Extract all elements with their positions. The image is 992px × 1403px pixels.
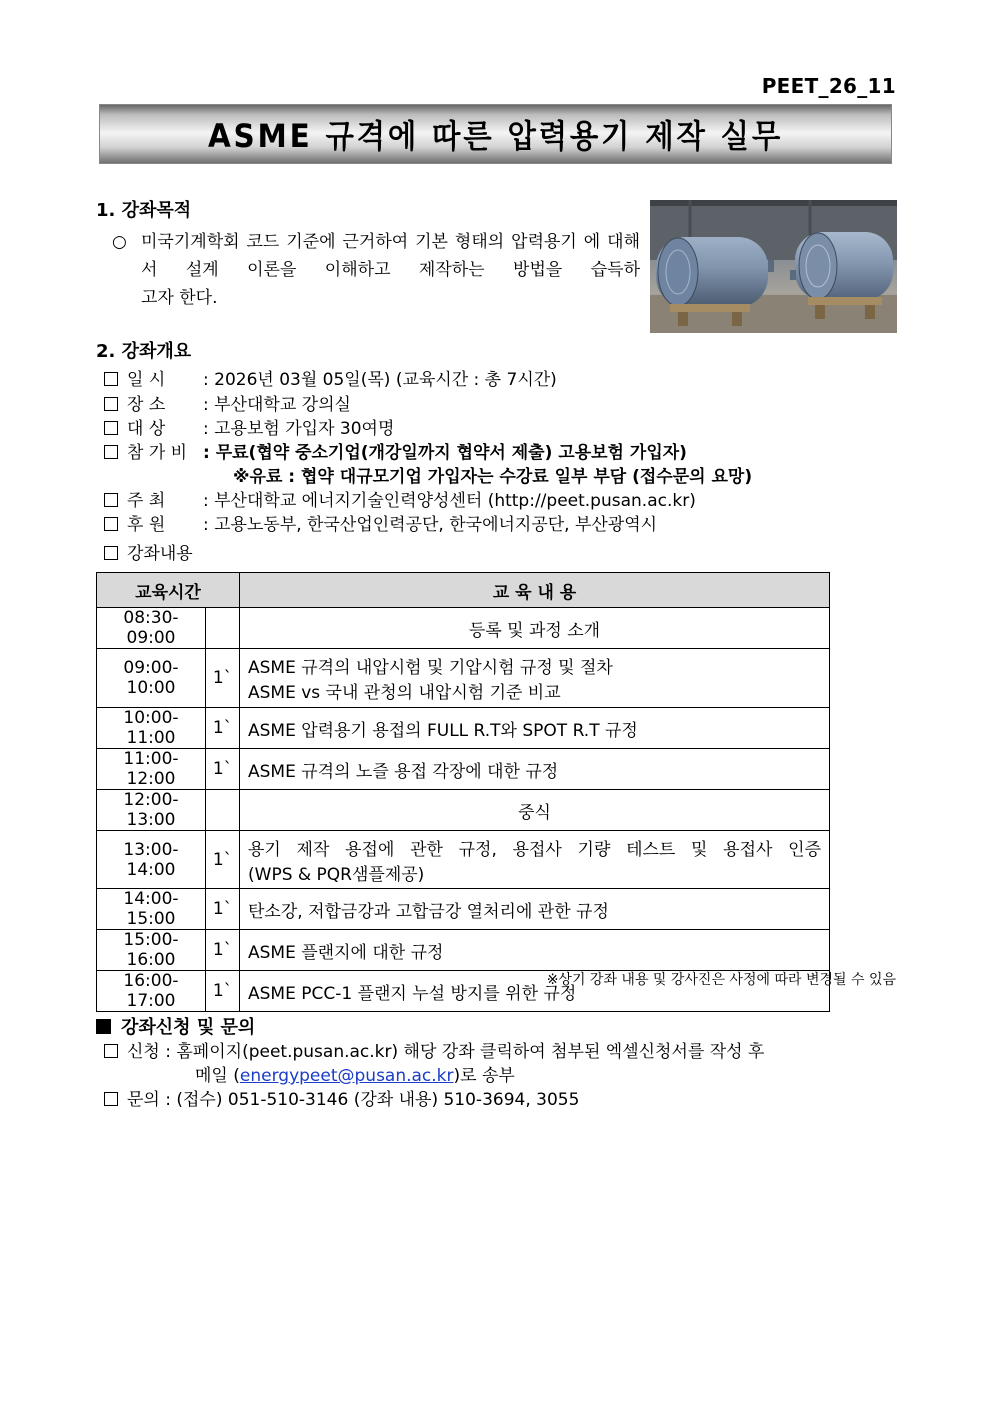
header-time: 교육시간	[97, 573, 240, 608]
overview-fee	[104, 441, 687, 465]
row-mark: 1`	[206, 831, 240, 889]
schedule-note: ※상기 강좌 내용 및 강사진은 사정에 따라 변경될 수 있음	[546, 972, 896, 988]
purpose-paragraph	[112, 228, 640, 312]
row-content: 용기 제작 용접에 관한 규정, 용접사 기량 테스트 및 용접사 인증	[248, 839, 821, 860]
row-content-line2: (WPS & PQR샘플제공)	[248, 864, 425, 885]
table-row	[97, 889, 830, 930]
row-content-cell	[240, 649, 830, 708]
table-row	[97, 649, 830, 708]
row-mark: 1`	[206, 749, 240, 790]
circle-bullet-icon: ○	[112, 232, 127, 252]
row-time: 14:00-15:00	[97, 889, 206, 930]
row-content-cell	[240, 831, 830, 889]
overview-host	[104, 489, 696, 513]
row-content: ASME 플랜지에 대한 규정	[240, 930, 830, 971]
row-time: 13:00-14:00	[97, 831, 206, 889]
table-row	[97, 749, 830, 790]
row-content: ASME 압력용기 용접의 FULL R.T와 SPOT R.T 규정	[240, 708, 830, 749]
checkbox-icon	[104, 1092, 118, 1106]
checkbox-icon	[104, 397, 118, 411]
overview-label: 장 소	[127, 395, 166, 415]
table-header-row	[97, 573, 830, 608]
row-content-line2: ASME vs 국내 관청의 내압시험 기준 비교	[248, 683, 561, 703]
apply-mail-line	[195, 1064, 515, 1088]
purpose-heading: 1. 강좌목적	[96, 200, 192, 221]
row-mark	[206, 790, 240, 831]
email-link[interactable]: energypeet@pusan.ac.kr	[239, 1066, 454, 1086]
overview-place	[104, 393, 351, 417]
table-row	[97, 930, 830, 971]
overview-target	[104, 417, 394, 441]
row-content: 등록 및 과정 소개	[240, 608, 830, 649]
apply-mail-pre: 메일 (	[195, 1066, 240, 1086]
overview-label: 참 가 비	[127, 443, 188, 463]
apply-heading-text: 강좌신청 및 문의	[121, 1017, 256, 1038]
header-content: 교 육 내 용	[240, 573, 830, 608]
row-mark: 1`	[206, 930, 240, 971]
overview-value: : 2026년 03월 05일(목) (교육시간 : 총 7시간)	[203, 370, 557, 390]
row-mark: 1`	[206, 889, 240, 930]
row-mark	[206, 608, 240, 649]
overview-label: 일 시	[127, 370, 166, 390]
apply-mail-post: )로 송부	[453, 1066, 515, 1086]
apply-heading	[96, 1013, 255, 1039]
overview-value: : 고용보험 가입자 30여명	[203, 419, 395, 439]
purpose-text-line: 미국기계학회 코드 기준에 근거하여 기본 형태의 압력용기 에 대해서 설계 이론을 이해하고 제작하는 방법을 습득하	[141, 232, 640, 280]
overview-value: ※유료 : 협약 대규모기업 가입자는 수강료 일부 부담 (접수문의 요망)	[233, 467, 753, 487]
overview-heading: 2. 강좌개요	[96, 341, 192, 362]
document-code: PEET_26_11	[761, 74, 896, 98]
row-time: 08:30-09:00	[97, 608, 206, 649]
inquiry-line	[104, 1088, 579, 1112]
checkbox-icon	[104, 372, 118, 386]
checkbox-icon	[104, 546, 118, 560]
row-content: ASME PCC-1 플랜지 누설 방지를 위한 규정	[240, 971, 830, 1012]
checkbox-icon	[104, 445, 118, 459]
row-time: 09:00-10:00	[97, 649, 206, 708]
overview-label: 대 상	[127, 419, 166, 439]
inquiry-text: 문의 : (접수) 051-510-3146 (강좌 내용) 510-3694, 3055	[127, 1090, 580, 1110]
row-time: 16:00-17:00	[97, 971, 206, 1012]
row-time: 11:00-12:00	[97, 749, 206, 790]
row-mark: 1`	[206, 971, 240, 1012]
table-row	[97, 790, 830, 831]
row-mark: 1`	[206, 708, 240, 749]
row-content: 중식	[240, 790, 830, 831]
pressure-vessel-photo	[650, 200, 897, 333]
overview-sponsor	[104, 513, 657, 537]
table-row	[97, 708, 830, 749]
overview-contents	[104, 542, 193, 566]
table-row	[97, 608, 830, 649]
checkbox-icon	[104, 1044, 118, 1058]
row-time: 12:00-13:00	[97, 790, 206, 831]
overview-value: : 고용노동부, 한국산업인력공단, 한국에너지공단, 부산광역시	[203, 515, 658, 535]
apply-text: 신청 : 홈페이지(peet.pusan.ac.kr) 해당 강좌 클릭하여 첨부된 엑셀신청서를 작성 후	[127, 1042, 765, 1062]
row-content: 탄소강, 저합금강과 고합금강 열처리에 관한 규정	[240, 889, 830, 930]
checkbox-icon	[104, 517, 118, 531]
page-title: ASME 규격에 따른 압력용기 제작 실무	[207, 117, 784, 155]
row-content: ASME 규격의 내압시험 및 기압시험 규정 및 절차	[248, 658, 613, 678]
black-square-icon	[96, 1019, 111, 1034]
overview-fee-note	[233, 465, 752, 489]
checkbox-icon	[104, 421, 118, 435]
row-time: 15:00-16:00	[97, 930, 206, 971]
pressure-vessel-illustration	[650, 200, 897, 333]
overview-label: 주 최	[127, 491, 166, 511]
purpose-text-last-line: 고자 한다.	[141, 288, 218, 308]
schedule-table	[96, 572, 830, 1012]
overview-date	[104, 368, 557, 392]
overview-value: : 부산대학교 에너지기술인력양성센터 (http://peet.pusan.ac.kr)	[203, 491, 696, 511]
overview-label: 후 원	[127, 515, 166, 535]
checkbox-icon	[104, 493, 118, 507]
overview-value: : 무료(협약 중소기업(개강일까지 협약서 제출) 고용보험 가입자)	[203, 443, 687, 463]
row-mark: 1`	[206, 649, 240, 708]
overview-value: : 부산대학교 강의실	[203, 395, 351, 415]
row-content: ASME 규격의 노즐 용접 각장에 대한 규정	[240, 749, 830, 790]
overview-label: 강좌내용	[127, 544, 193, 564]
apply-line	[104, 1040, 764, 1064]
row-time: 10:00-11:00	[97, 708, 206, 749]
title-banner	[99, 104, 892, 164]
table-row	[97, 831, 830, 889]
